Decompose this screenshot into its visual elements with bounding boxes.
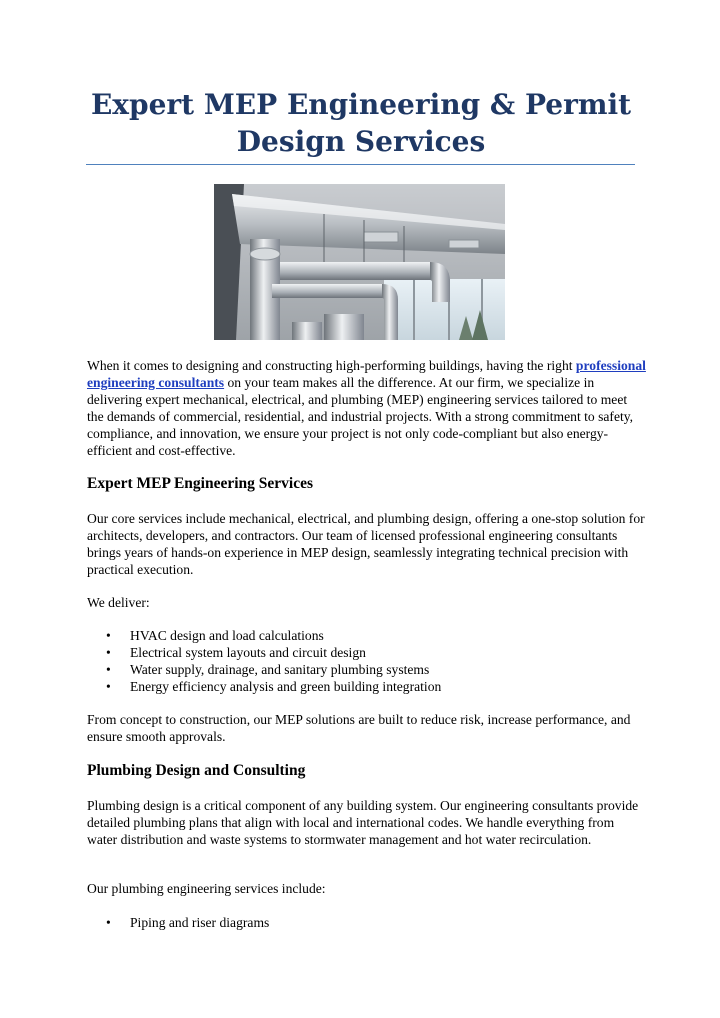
list-item: • Water supply, drainage, and sanitary plumbing systems	[87, 661, 441, 678]
plumbing-services-label: Our plumbing engineering services include:	[87, 881, 326, 896]
intro-text-after-link: on your team makes all the difference. At our firm, we specialize in delivering expert mechanical, electrical, and plumbing (MEP) engineering services tailored to meet the demands of commercial, residential, and industrial projects. With a strong commitment to safety, compliance, and innovation, we ensure your project is not only code-compliant but also energy-efficient and cost-effective.	[87, 375, 634, 458]
intro-text-before-link: When it comes to designing and constructing high-performing buildings, having the right	[87, 358, 576, 373]
page-title: Expert MEP Engineering & Permit Design Services	[90, 88, 632, 158]
title-divider	[86, 164, 635, 165]
professional-engineering-consultants-link[interactable]: professional engineering consultants	[87, 358, 646, 390]
section-heading-plumbing: Plumbing Design and Consulting	[87, 762, 306, 779]
mep-services-paragraph: Our core services include mechanical, electrical, and plumbing design, offering a one-stop solution for architects, developers, and contractors. Our team of licensed professional engineering consultants brings years of hands-on experience in MEP design, seamlessly integrating technical precision with practical execution.	[87, 511, 645, 577]
plumbing-paragraph: Plumbing design is a critical component of any building system. Our engineering consultants provide detailed plumbing plans that align with local and international codes. We handle everything from water distribution and waste systems to stormwater management and hot water recirculation.	[87, 798, 639, 847]
list-item: • Energy efficiency analysis and green building integration	[87, 678, 441, 695]
plumbing-services-list	[87, 914, 269, 931]
hvac-ductwork-photo	[214, 184, 505, 340]
mep-closing-paragraph: From concept to construction, our MEP solutions are built to reduce risk, increase performance, and ensure smooth approvals.	[87, 712, 631, 744]
section-heading-mep: Expert MEP Engineering Services	[87, 475, 314, 492]
list-item: • HVAC design and load calculations	[87, 627, 441, 644]
we-deliver-label: We deliver:	[87, 595, 150, 610]
list-item: • Electrical system layouts and circuit design	[87, 644, 441, 661]
intro-paragraph	[87, 357, 647, 459]
list-item: • Piping and riser diagrams	[87, 914, 269, 931]
deliverables-list	[87, 627, 441, 695]
